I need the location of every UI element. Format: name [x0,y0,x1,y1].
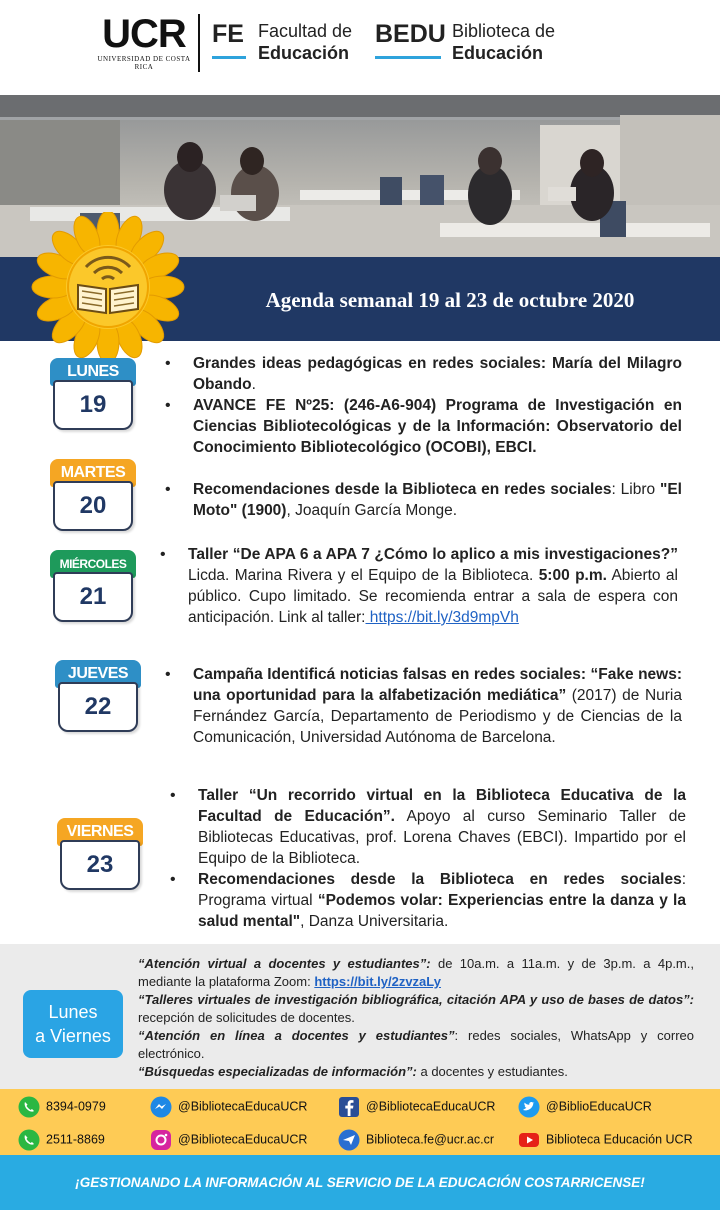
item-bold: Campaña Identificá noticias falsas en redes sociales: “Fake news: una oportunidad para la alfabetización mediática” [193,666,682,704]
footer-slogan: ¡GESTIONANDO LA INFORMACIÓN AL SERVICIO DE LA EDUCACIÓN COSTARRICENSE! [0,1155,720,1210]
info-label: “Búsquedas especializadas de información”: [138,1064,417,1079]
agenda-title: Agenda semanal 19 al 23 de octubre 2020 [265,288,635,312]
list-item [165,664,682,748]
sunflower-book-icon [30,212,185,362]
day-items-viernes [170,785,686,932]
day-items-miercoles [160,544,678,628]
info-value: : redes sociales, WhatsApp y correo electrónico. [138,1028,694,1061]
ucr-logo [92,14,196,71]
badge-line2: a Viernes [35,1026,111,1046]
item-bold: AVANCE FE Nº25: (246-A6-904) Programa de Investigación en Ciencias Bibliotecológicas y de la Información: Observatorio del Conocimiento Bibliotecológico (OCOBI), EBCI. [193,397,682,456]
day-number: 20 [53,481,133,531]
contact-phone[interactable]: 2511-8869 [18,1128,105,1151]
youtube-icon [518,1129,540,1151]
list-item [165,479,682,521]
instagram-icon [150,1129,172,1151]
item-text: . [251,376,256,393]
workshop-link[interactable]: https://bit.ly/3d9mpVh [365,609,519,626]
fe-name-line1: Facultad de [258,21,353,41]
email-icon [338,1129,360,1151]
contacts-bar [0,1089,720,1155]
header [0,0,720,95]
header-divider [198,14,200,72]
zoom-link[interactable]: https://bit.ly/2zvzaLy [314,974,441,989]
list-item [165,353,682,395]
item-bold: Taller “Un recorrido virtual en la Biblioteca Educativa de la Facultad de Educación”. [198,787,686,825]
day-calendar-viernes [57,818,143,890]
item-text: , Joaquín García Monge. [286,502,458,519]
badge-line1: Lunes [48,1002,98,1022]
day-name: JUEVES [55,660,141,688]
contact-instagram[interactable]: @BibliotecaEducaUCR [150,1128,307,1151]
phone-icon [18,1129,40,1151]
item-text: (2017) de Nuria Fernández García, Departamento de Periodismo y de Ciencias de la Comunicación, Universidad Autónoma de Barcelona. [193,687,682,746]
info-label: “Talleres virtuales de investigación bibliográfica, citación APA y uso de bases de datos”: [138,992,694,1007]
item-bold: “Podemos volar: Experiencias entre la danza y la salud mental" [198,892,686,930]
day-name: LUNES [50,358,136,386]
list-item [170,869,686,932]
info-value: de 10a.m. a 11a.m. y de 3p.m. a 4p.m., mediante la plataforma Zoom: [138,956,694,989]
bedu-name-line2: Educación [452,43,544,63]
day-number: 19 [53,380,133,430]
day-number: 21 [53,572,133,622]
info-value: a docentes y estudiantes. [416,1064,568,1079]
day-calendar-lunes [50,358,136,430]
item-text: : Libro [611,481,660,498]
fe-name-line2: Educación [258,43,350,63]
ucr-logo-text: UCR [102,12,186,56]
fe-underline [212,56,246,59]
list-item [160,544,678,628]
fe-abbr: FE [212,20,244,48]
contact-email[interactable]: Biblioteca.fe@ucr.ac.cr [338,1128,494,1151]
bedu-name-line1: Biblioteca de [452,21,556,41]
bedu-name [452,20,555,64]
item-text: : Programa virtual [198,871,686,909]
day-calendar-martes [50,459,136,531]
item-text: Apoyo al curso Seminario Taller de Bibliotecas Educativas, prof. Lorena Chaves (EBCI). Impartido por el Equipo de la Biblioteca. [198,808,686,867]
contact-twitter[interactable]: @BiblioEducaUCR [518,1095,652,1118]
item-text: Abierto al público. Cupo limitado. Se recomienda entrar a sala de espera con anticipación. Link al taller: [188,567,678,626]
day-items-martes [165,479,682,521]
fe-name [258,20,352,64]
info-line-atencion [138,1027,694,1063]
list-item [170,785,686,869]
bedu-abbr: BEDU [375,20,446,48]
day-name: MARTES [50,459,136,487]
info-line-virtual [138,955,694,991]
item-text: , Danza Universitaria. [300,913,449,930]
day-name: VIERNES [57,818,143,846]
day-number: 23 [60,840,140,890]
day-number: 22 [58,682,138,732]
messenger-icon [150,1096,172,1118]
info-label: “Atención virtual a docentes y estudiantes”: [138,956,431,971]
info-text [138,955,694,1081]
item-bold: Taller “De APA 6 a APA 7 ¿Cómo lo aplico a mis investigaciones?” [188,546,678,563]
day-name: MIÉRCOLES [50,550,136,578]
info-label: “Atención en línea a docentes y estudiantes” [138,1028,455,1043]
bedu-underline [375,56,441,59]
info-line-talleres [138,991,694,1027]
contact-messenger[interactable]: @BibliotecaEducaUCR [150,1095,307,1118]
contact-youtube[interactable]: Biblioteca Educación UCR [518,1128,693,1151]
ucr-logo-subtitle: UNIVERSIDAD DE COSTA RICA [97,55,191,71]
info-line-busquedas [138,1063,694,1081]
facebook-icon [338,1096,360,1118]
contact-whatsapp[interactable]: 8394-0979 [18,1095,106,1118]
item-bold: Recomendaciones desde la Biblioteca en redes sociales [193,481,612,498]
twitter-icon [518,1096,540,1118]
day-calendar-miercoles [50,550,136,622]
contact-facebook[interactable]: @BibliotecaEducaUCR [338,1095,495,1118]
list-item [165,395,682,458]
item-text: Licda. Marina Rivera y el Equipo de la Biblioteca. [188,567,539,584]
item-bold: Recomendaciones desde la Biblioteca en redes sociales [198,871,682,888]
day-calendar-jueves [55,660,141,732]
day-items-jueves [165,664,682,748]
day-items-lunes [165,353,682,458]
item-bold: "El Moto" (1900) [193,481,682,519]
info-value: recepción de solicitudes de docentes. [138,1010,355,1025]
whatsapp-icon [18,1096,40,1118]
item-bold: 5:00 p.m. [538,567,607,584]
lunes-a-viernes-badge [23,990,123,1058]
item-bold: Grandes ideas pedagógicas en redes sociales: María del Milagro Obando [193,355,682,393]
